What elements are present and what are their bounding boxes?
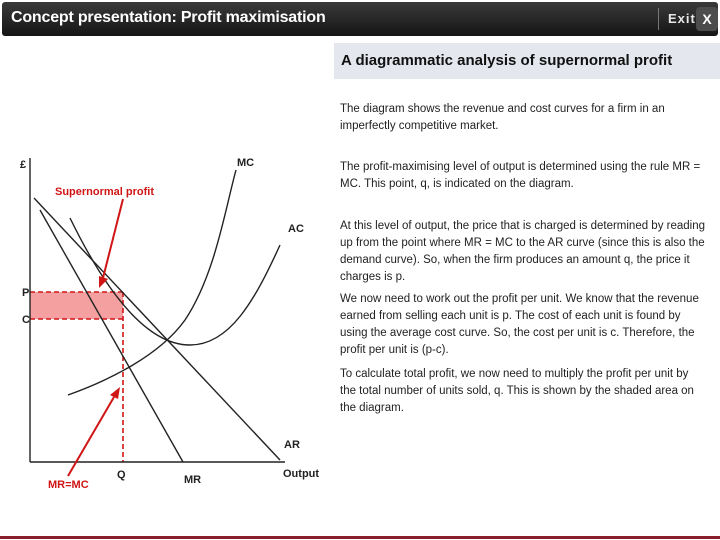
quantity-q-label: Q <box>117 469 126 481</box>
close-button[interactable]: X <box>696 7 718 31</box>
y-axis-label: £ <box>20 159 27 171</box>
cost-c-label: C <box>22 314 30 326</box>
mr-mc-arrow-shaft <box>68 397 114 476</box>
supernormal-profit-label: Supernormal profit <box>55 186 155 198</box>
mr-label: MR <box>184 474 202 486</box>
paragraph-intro: The diagram shows the revenue and cost curves for a firm in an imperfectly competitive market. <box>340 103 665 132</box>
supernormal-profit-diagram <box>0 140 330 500</box>
x-axis-label: Output <box>283 468 320 480</box>
paragraph-total-profit: To calculate total profit, we now need to multiply the profit per unit by the total number of units sold, q. This is shown by the shaded area on the diagram. <box>340 368 694 414</box>
heading-banner <box>334 43 720 79</box>
footer-divider <box>0 536 720 539</box>
title-bar <box>2 2 718 36</box>
profit-area <box>30 292 123 319</box>
ac-label: AC <box>288 223 304 235</box>
paragraph-mr-mc: The profit-maximising level of output is determined using the rule MR = MC. This point, q, is indicated on the diagram. <box>340 161 701 190</box>
paragraph-profit-per-unit: We now need to work out the profit per unit. We know that the revenue earned from selling each unit is p. The cost of each unit is found by using the average cost curve. So, the cost per unit is c. Therefore, the profit per unit is (p-c). <box>340 293 699 356</box>
paragraph-price: At this level of output, the price that is charged is determined by reading up from the point where MR = MC to the AR curve (since this is also the demand curve). So, when the firm produces an amount q, the price it charges is p. <box>340 220 706 283</box>
mc-curve <box>68 170 236 395</box>
window-title: Concept presentation: Profit maximisation <box>11 9 326 26</box>
mc-label: MC <box>237 157 255 169</box>
title-separator <box>658 8 659 30</box>
panel-heading: A diagrammatic analysis of supernormal profit <box>341 52 673 69</box>
supernormal-arrow-shaft <box>103 199 123 278</box>
ar-label: AR <box>284 439 300 451</box>
mr-mc-arrow-head <box>110 387 120 399</box>
exit-label[interactable]: Exit <box>668 11 696 26</box>
mr-eq-mc-label: MR=MC <box>48 479 89 491</box>
price-p-label: P <box>22 287 30 299</box>
ar-curve <box>34 198 280 460</box>
